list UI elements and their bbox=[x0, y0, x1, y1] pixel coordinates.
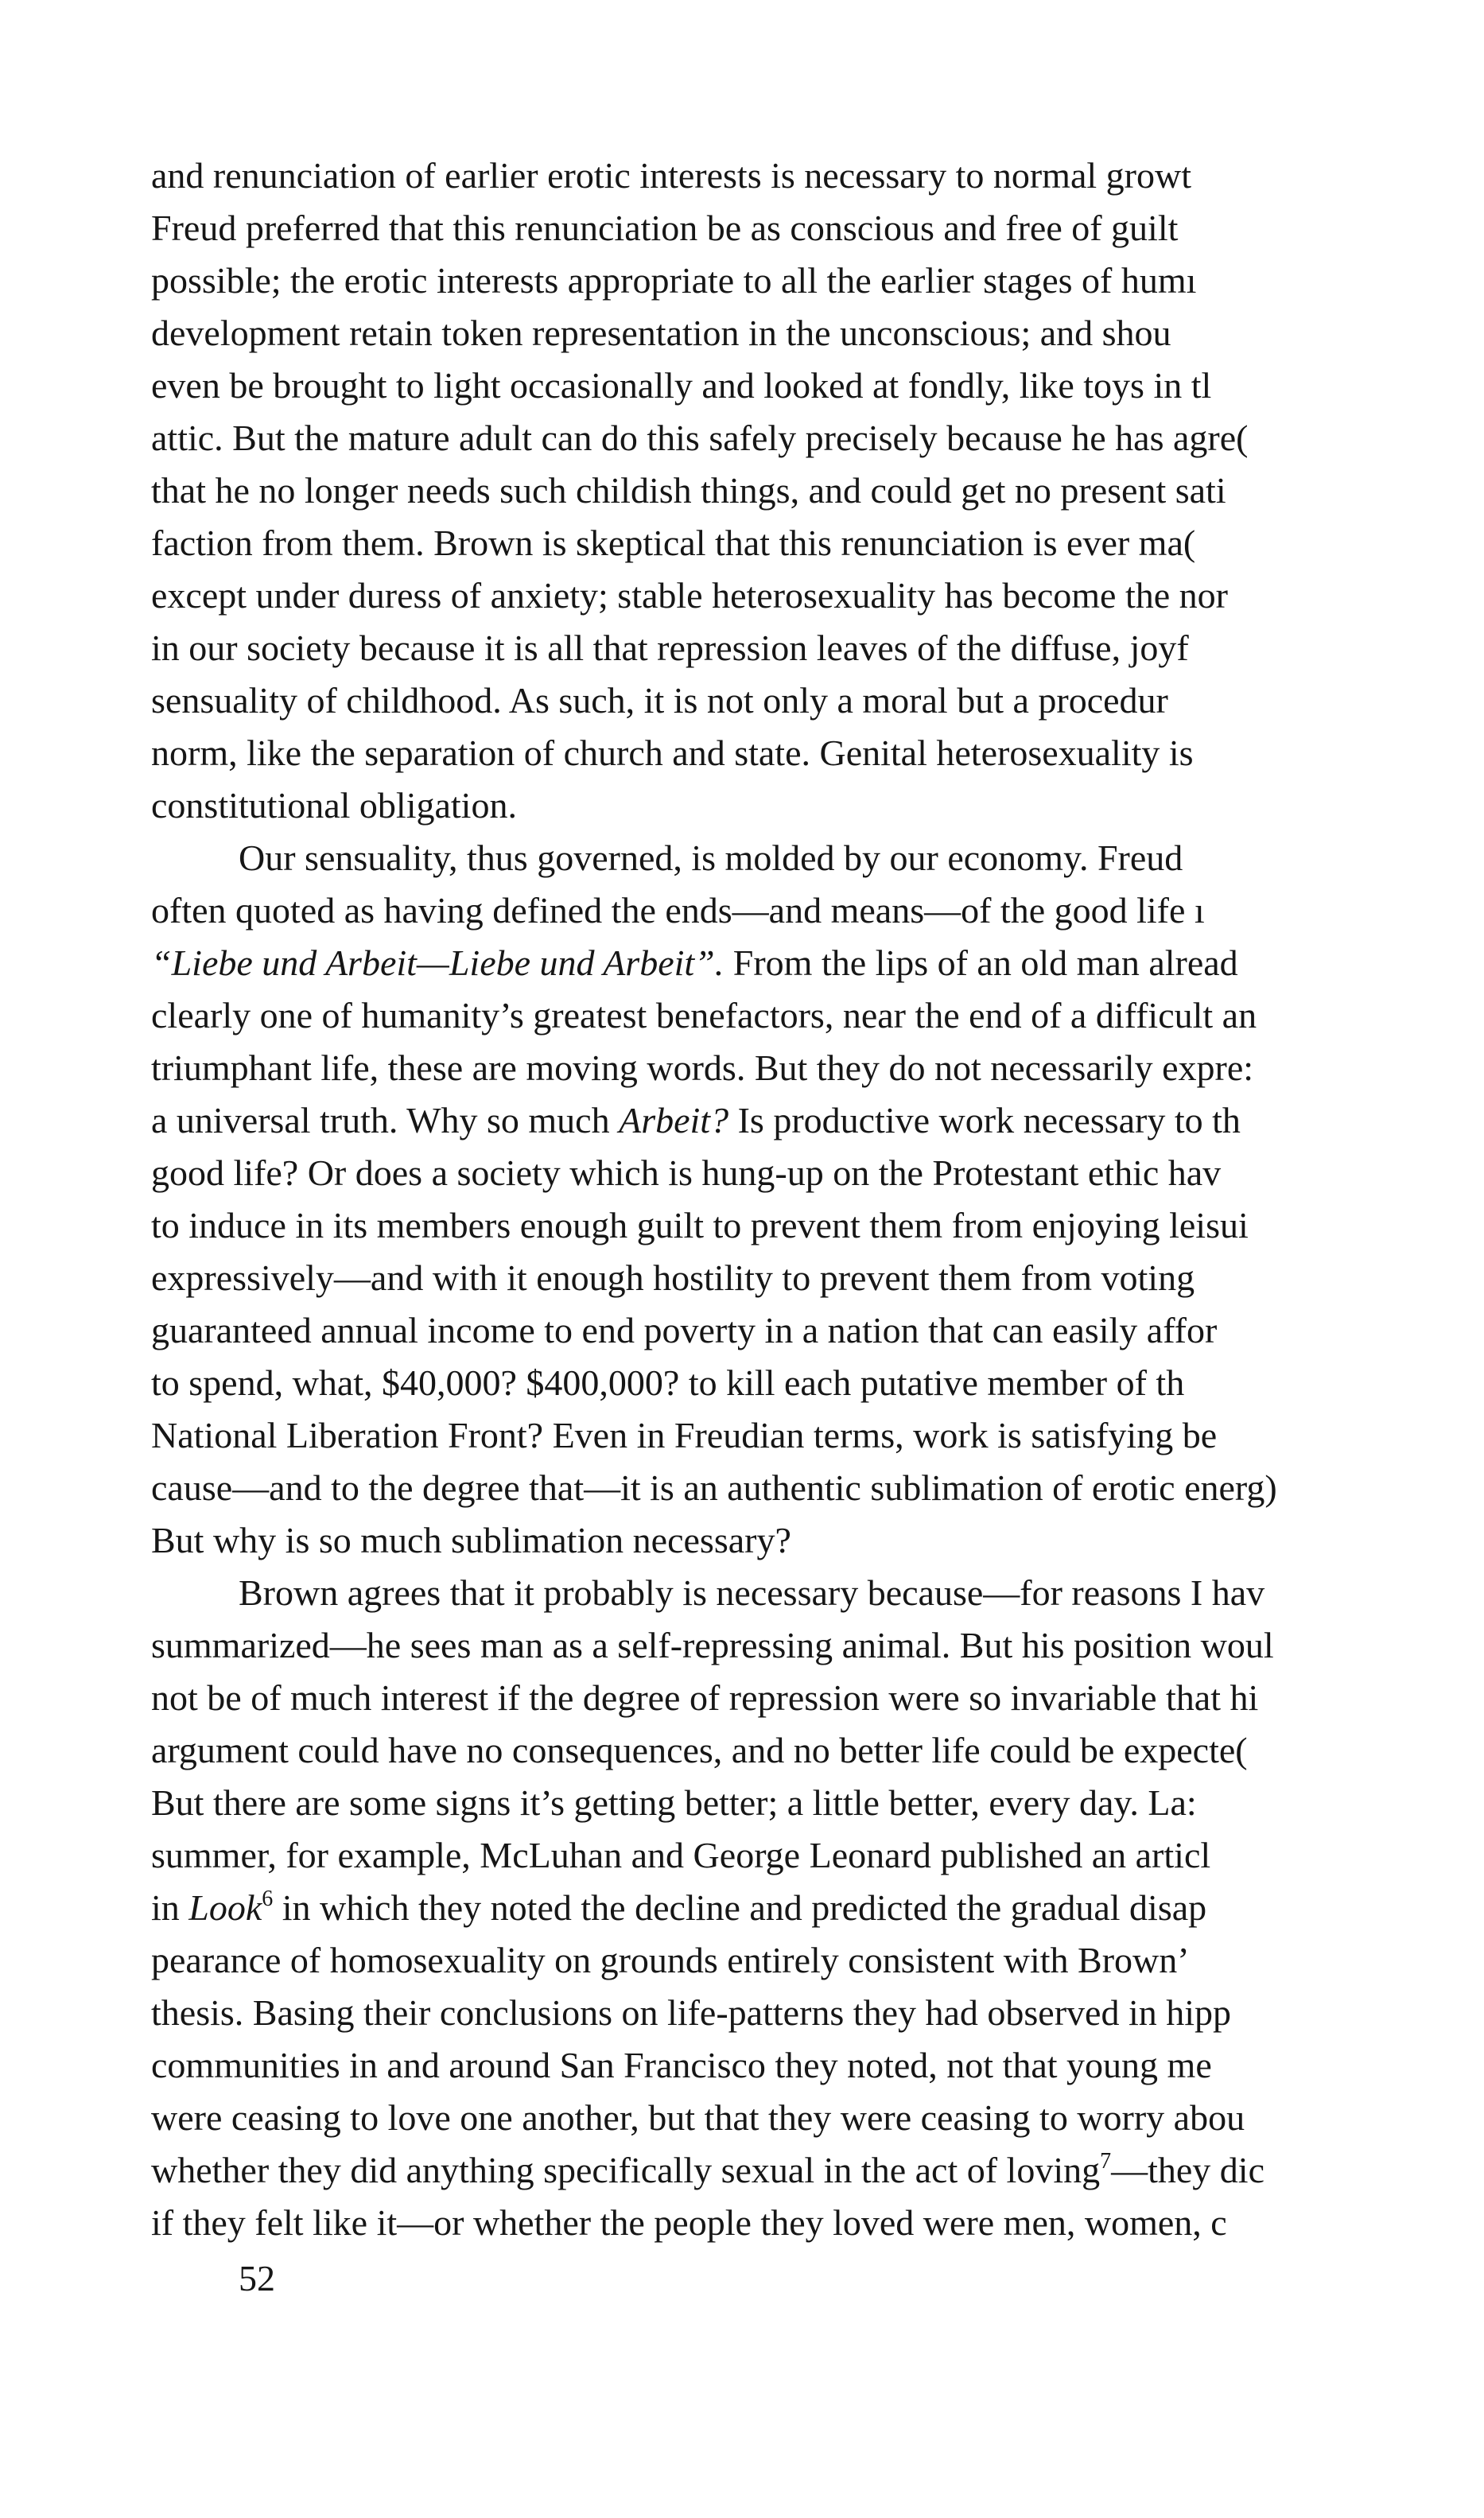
text-line bbox=[151, 1094, 1484, 1147]
text-line: norm, like the separation of church and state. Genital heterosexuality is bbox=[151, 732, 1194, 773]
text-line: Freud preferred that this renunciation be as conscious and free of guilt bbox=[151, 208, 1179, 248]
text-line: except under duress of anxiety; stable heterosexuality has become the nor bbox=[151, 575, 1228, 616]
text-line: were ceasing to love one another, but that they were ceasing to worry abou bbox=[151, 2097, 1245, 2138]
text-line: good life? Or does a society which is hung-up on the Protestant ethic hav bbox=[151, 1152, 1222, 1193]
text-line: But there are some signs it’s getting better; a little better, every day. La: bbox=[151, 1782, 1197, 1823]
paragraph-start-line: Brown agrees that it probably is necessary because—for reasons I hav bbox=[239, 1572, 1265, 1613]
text-line bbox=[151, 1882, 1484, 1934]
text-line: communities in and around San Francisco they noted, not that young me bbox=[151, 2045, 1212, 2085]
body-text bbox=[151, 150, 1484, 2249]
text-run: a universal truth. Why so much bbox=[151, 1100, 620, 1140]
text-line: often quoted as having defined the ends—and means—of the good life ı bbox=[151, 890, 1205, 931]
text-line: summarized—he sees man as a self-repressing animal. But his position woul bbox=[151, 1625, 1274, 1665]
text-run: in bbox=[151, 1887, 189, 1928]
italic-title: Look bbox=[188, 1887, 262, 1928]
text-line: summer, for example, McLuhan and George Leonard published an articl bbox=[151, 1835, 1211, 1875]
text-line: even be brought to light occasionally and looked at fondly, like toys in tl bbox=[151, 365, 1212, 406]
footnote-marker: 6 bbox=[262, 1887, 274, 1911]
text-run: whether they did anything specifically sexual in the act of loving bbox=[151, 2150, 1101, 2190]
text-run: in which they noted the decline and predicted the gradual disap bbox=[273, 1887, 1207, 1928]
text-line: expressively—and with it enough hostility to prevent them from voting bbox=[151, 1257, 1195, 1298]
text-line bbox=[151, 2144, 1484, 2197]
text-line: possible; the erotic interests appropriate to all the earlier stages of humı bbox=[151, 260, 1197, 301]
text-line: sensuality of childhood. As such, it is not only a moral but a procedur bbox=[151, 680, 1168, 721]
text-line: to induce in its members enough guilt to prevent them from enjoying leisui bbox=[151, 1205, 1249, 1245]
text-line: in our society because it is all that repression leaves of the diffuse, joyf bbox=[151, 628, 1189, 668]
italic-quote: “Liebe und Arbeit—Liebe und Arbeit”. bbox=[151, 942, 725, 983]
text-line bbox=[151, 937, 1484, 989]
text-line: pearance of homosexuality on grounds entirely consistent with Brown’ bbox=[151, 1940, 1190, 1980]
text-line: clearly one of humanity’s greatest benefactors, near the end of a difficult an bbox=[151, 995, 1257, 1036]
text-line: development retain token representation in the unconscious; and shou bbox=[151, 313, 1171, 353]
text-run: —they dic bbox=[1111, 2150, 1265, 2190]
text-line: and renunciation of earlier erotic interests is necessary to normal growt bbox=[151, 155, 1191, 196]
text-line: constitutional obligation. bbox=[151, 785, 517, 826]
text-run: From the lips of an old man alread bbox=[724, 942, 1238, 983]
page-number: 52 bbox=[239, 2258, 275, 2298]
text-line: not be of much interest if the degree of repression were so invariable that hi bbox=[151, 1677, 1259, 1718]
text-line: that he no longer needs such childish things, and could get no present sati bbox=[151, 470, 1226, 511]
text-line: National Liberation Front? Even in Freudian terms, work is satisfying be bbox=[151, 1415, 1218, 1455]
text-line: guaranteed annual income to end poverty in a nation that can easily affor bbox=[151, 1310, 1218, 1350]
footnote-marker: 7 bbox=[1100, 2149, 1112, 2174]
italic-word: Arbeit? bbox=[619, 1100, 729, 1140]
text-run: Is productive work necessary to th bbox=[728, 1100, 1241, 1140]
text-line: attic. But the mature adult can do this safely precisely because he has agre( bbox=[151, 418, 1249, 458]
text-line: triumphant life, these are moving words. But they do not necessarily expre: bbox=[151, 1047, 1254, 1088]
text-line: if they felt like it—or whether the people they loved were men, women, c bbox=[151, 2202, 1227, 2243]
text-line: to spend, what, $40,000? $400,000? to kill each putative member of th bbox=[151, 1362, 1185, 1403]
text-line: argument could have no consequences, and no better life could be expecte( bbox=[151, 1730, 1248, 1770]
text-line: thesis. Basing their conclusions on life-patterns they had observed in hipp bbox=[151, 1992, 1232, 2033]
text-line: faction from them. Brown is skeptical that this renunciation is ever ma( bbox=[151, 523, 1196, 563]
text-line: cause—and to the degree that—it is an authentic sublimation of erotic energ) bbox=[151, 1467, 1277, 1508]
paragraph-start-line: Our sensuality, thus governed, is molded by our economy. Freud bbox=[239, 837, 1183, 878]
text-line: But why is so much sublimation necessary? bbox=[151, 1520, 791, 1560]
